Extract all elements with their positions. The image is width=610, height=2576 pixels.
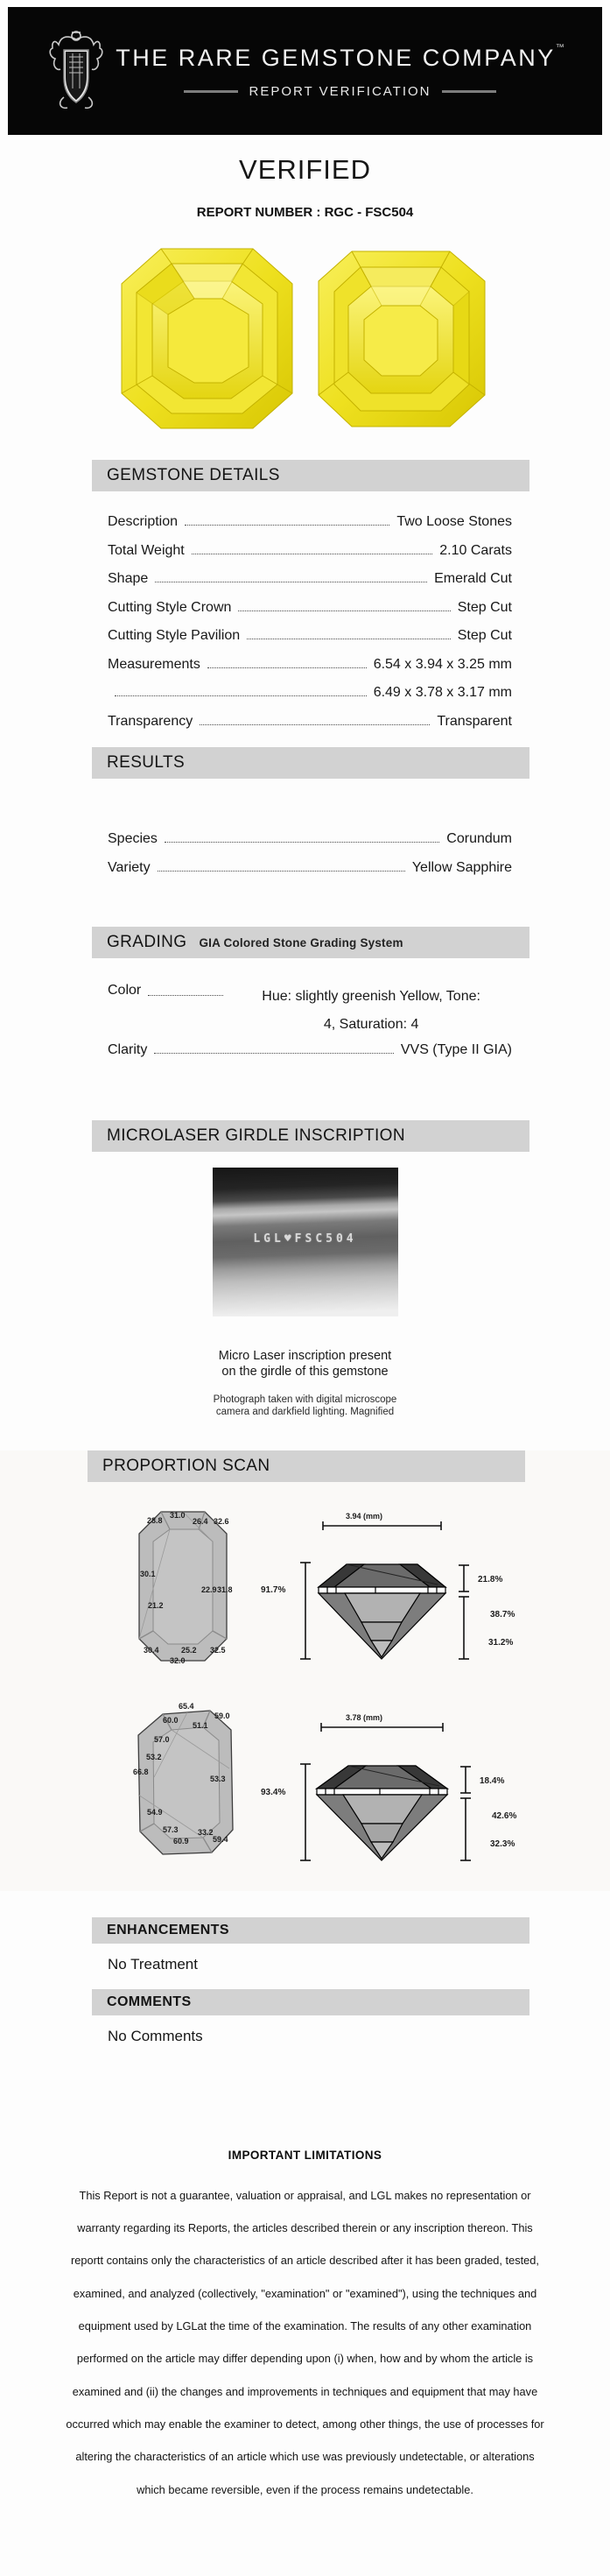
color-grade-value: [230, 983, 512, 1039]
detail-row: [108, 600, 512, 629]
stone1-depth-percent: 91.7%: [260, 1584, 285, 1595]
girdle-inscription-photo: [213, 1168, 398, 1316]
header-text: [104, 43, 576, 99]
color-value-line1: Hue: slightly greenish Yellow, Tone:: [262, 989, 480, 1004]
dotted-leader: [154, 1053, 394, 1054]
inscription-note: [0, 1394, 610, 1419]
detail-row: [108, 514, 512, 543]
laser-inscription-text: LGL♥FSC504: [253, 1232, 357, 1246]
svg-text:33.2: 33.2: [197, 1827, 214, 1837]
svg-text:32.3%: 32.3%: [489, 1838, 515, 1849]
dotted-leader: [115, 695, 367, 696]
caption-line2: on the girdle of this gemstone: [221, 1364, 389, 1379]
svg-text:26.4: 26.4: [192, 1516, 208, 1526]
row-value: Yellow Sapphire: [411, 859, 512, 875]
color-value-line2: 4, Saturation: 4: [323, 1017, 419, 1032]
subtitle-left-dash: [184, 90, 238, 93]
clarity-row: [108, 1042, 512, 1071]
stone1-side-view: [319, 1564, 445, 1659]
svg-text:22.9: 22.9: [200, 1584, 217, 1594]
grading-system-subtitle: GIA Colored Stone Grading System: [199, 936, 403, 949]
svg-text:30.1: 30.1: [139, 1569, 156, 1578]
section-title: GRADING: [107, 933, 187, 951]
report-number: REPORT NUMBER : RGC - FSC504: [196, 205, 414, 220]
proportion-scan-section: [0, 1450, 610, 1891]
svg-text:3.94 (mm): 3.94 (mm): [345, 1511, 382, 1521]
svg-text:32.6: 32.6: [213, 1516, 229, 1526]
svg-text:66.8: 66.8: [132, 1767, 149, 1776]
svg-text:31.2%: 31.2%: [487, 1637, 513, 1648]
svg-text:25.2: 25.2: [180, 1645, 197, 1655]
svg-text:65.4: 65.4: [178, 1701, 194, 1711]
svg-text:42.6%: 42.6%: [491, 1810, 516, 1821]
svg-text:21.8%: 21.8%: [477, 1574, 502, 1584]
yellow-sapphire-pair-image: [117, 244, 494, 433]
stone2-pavilion-bracket: [460, 1798, 516, 1860]
note-line1: Photograph taken with digital microscope: [213, 1394, 397, 1405]
row-label: Cutting Style Crown: [108, 599, 232, 615]
subtitle-text: REPORT VERIFICATION: [249, 84, 431, 99]
row-value: Emerald Cut: [434, 571, 512, 586]
limitations-title: IMPORTANT LIMITATIONS: [228, 2148, 382, 2162]
detail-row: [108, 685, 512, 714]
clarity-rows: [108, 1042, 512, 1071]
svg-text:51.1: 51.1: [192, 1720, 208, 1730]
section-grading: [92, 927, 529, 958]
row-value: 2.10 Carats: [439, 542, 512, 558]
row-value: Transparent: [437, 713, 512, 729]
row-label: Variety: [108, 859, 151, 875]
stone2-depth-percent: 93.4%: [260, 1787, 285, 1797]
svg-text:57.3: 57.3: [162, 1824, 179, 1834]
results-rows: [108, 831, 512, 888]
section-results: [92, 747, 529, 779]
caption-line1: Micro Laser inscription present: [218, 1348, 392, 1363]
row-value: 6.49 x 3.78 x 3.17 mm: [373, 685, 512, 700]
svg-text:59.4: 59.4: [212, 1834, 228, 1844]
svg-text:31.8: 31.8: [216, 1584, 233, 1594]
stone1-pavilion-bracket: [459, 1597, 515, 1659]
dotted-leader: [207, 667, 367, 668]
stone1-width-dimension-line: [323, 1512, 441, 1530]
stone2-diagram-row: [56, 1690, 555, 1882]
row-value: Corundum: [446, 831, 512, 846]
dotted-leader: [200, 724, 430, 725]
note-line2: camera and darkfield lighting. Magnified: [215, 1407, 395, 1418]
svg-text:3.78 (mm): 3.78 (mm): [345, 1712, 382, 1722]
stone2-depth-dimension-line: [300, 1764, 311, 1860]
section-proportion-scan: [88, 1450, 525, 1482]
section-gemstone-details: [92, 460, 529, 491]
svg-text:30.4: 30.4: [143, 1645, 159, 1655]
dotted-leader: [238, 610, 450, 611]
dotted-leader: [185, 525, 389, 526]
row-label: Clarity: [108, 1042, 148, 1057]
gemstone-photo: [117, 244, 494, 437]
row-label: Cutting Style Pavilion: [108, 628, 241, 643]
svg-text:28.8: 28.8: [146, 1515, 163, 1525]
stone1-depth-dimension-line: [300, 1563, 311, 1659]
svg-text:38.7%: 38.7%: [489, 1609, 515, 1620]
svg-text:60.0: 60.0: [162, 1715, 179, 1725]
svg-text:53.3: 53.3: [209, 1774, 226, 1783]
stone1-diagram-row: [56, 1494, 555, 1683]
row-label: Description: [108, 514, 179, 529]
row-label: Measurements: [108, 656, 200, 672]
stone1-proportion-diagram: [56, 1494, 546, 1678]
verified-status: VERIFIED: [239, 154, 371, 185]
section-enhancements: [92, 1917, 529, 1944]
row-value: Step Cut: [457, 599, 512, 615]
stone2-crown-bracket: [460, 1767, 504, 1793]
detail-row: [108, 714, 512, 743]
gemstone-details-rows: [108, 514, 512, 742]
detail-row: [108, 628, 512, 657]
section-title: PROPORTION SCAN: [102, 1456, 270, 1475]
limitations-body: This Report is not a guarantee, valuation or appraisal, and LGL makes no representation or warranty regarding its Reports, the articles described therein or any inscription thereon. This reportt contains only the characteristics of an article described after it has been graded, tested, examined, and analyzed (collectively, "examination" or "examined"), using the techniques and equipment used by LGLat the time of the examination. The results of any other examination performed on the article may differ depending upon (i) when, how and by whom the article is examined and (ii) the changes and improvements in techniques and equipment that may have occurred which may enable the examiner to detect, among other things, the use of processes for altering the characteristics of an article which use was previously undetectable, or alterations which became reversible, even if the process remains undetectable.: [66, 2188, 544, 2496]
row-value: Step Cut: [457, 628, 512, 643]
section-inscription: [92, 1120, 529, 1152]
subtitle-right-dash: [442, 90, 496, 93]
bottom-spacer: [0, 2506, 610, 2576]
stone2-proportion-diagram: [56, 1690, 546, 1878]
svg-text:59.0: 59.0: [214, 1711, 230, 1720]
section-title: RESULTS: [107, 753, 186, 772]
row-value: VVS (Type II GIA): [400, 1042, 512, 1057]
svg-text:57.0: 57.0: [153, 1734, 170, 1744]
section-title: MICROLASER GIRDLE INSCRIPTION: [107, 1126, 405, 1145]
inscription-caption: [0, 1348, 610, 1380]
stone2-side-view: [317, 1766, 447, 1860]
comments-value: No Comments: [108, 2027, 203, 2044]
left-stone: [122, 249, 292, 428]
trademark-symbol: ™: [555, 43, 564, 53]
enhancements-value: No Treatment: [108, 1955, 198, 1973]
detail-row: [108, 571, 512, 600]
svg-text:60.9: 60.9: [172, 1836, 189, 1846]
row-value: Two Loose Stones: [396, 514, 512, 529]
right-stone: [319, 251, 485, 427]
svg-text:53.2: 53.2: [145, 1752, 162, 1761]
svg-text:31.0: 31.0: [169, 1510, 186, 1520]
section-title: COMMENTS: [107, 1994, 192, 2009]
svg-text:21.2: 21.2: [147, 1600, 164, 1610]
section-title: ENHANCEMENTS: [107, 1922, 229, 1937]
detail-row: [108, 657, 512, 686]
header: [8, 7, 602, 135]
row-label: Total Weight: [108, 542, 185, 558]
row-label: Transparency: [108, 713, 193, 729]
dotted-leader: [148, 983, 223, 996]
svg-text:32.5: 32.5: [209, 1645, 226, 1655]
detail-row: [108, 543, 512, 572]
dotted-leader: [158, 871, 405, 872]
svg-text:54.9: 54.9: [146, 1807, 163, 1817]
dotted-leader: [165, 842, 439, 843]
heraldic-crest-icon: [48, 27, 104, 115]
row-label: Shape: [108, 571, 149, 586]
row-value: 6.54 x 3.94 x 3.25 mm: [373, 656, 512, 672]
section-comments: [92, 1989, 529, 2015]
stone1-crown-bracket: [459, 1565, 502, 1591]
brand-title: THE RARE GEMSTONE COMPANY™: [116, 43, 564, 71]
result-row: [108, 831, 512, 860]
row-label: Color: [108, 983, 142, 998]
report-verification-subtitle: [184, 84, 495, 99]
color-grade-row: [108, 983, 512, 1039]
section-title: GEMSTONE DETAILS: [107, 466, 280, 484]
stone2-width-dimension-line: [321, 1713, 443, 1732]
svg-text:18.4%: 18.4%: [479, 1775, 504, 1786]
result-row: [108, 860, 512, 889]
row-label: Species: [108, 831, 158, 846]
svg-text:32.0: 32.0: [169, 1655, 186, 1665]
